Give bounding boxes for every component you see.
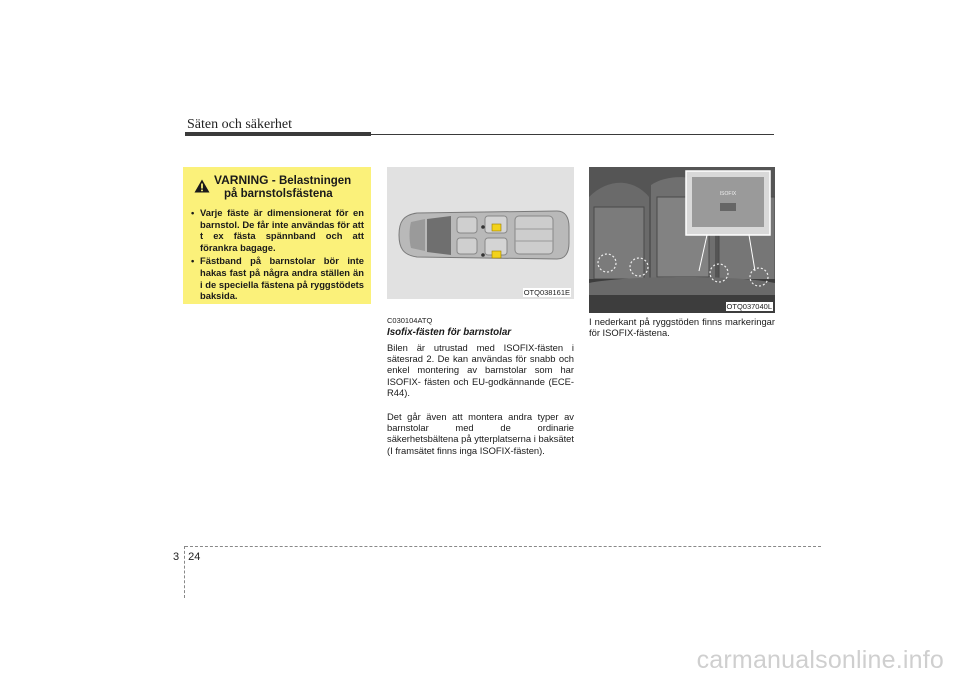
- header-rule-thin: [371, 134, 774, 135]
- footer-rule: [185, 546, 821, 547]
- car-top-view-illustration: [387, 167, 574, 299]
- watermark: carmanualsonline.info: [696, 646, 944, 674]
- warning-title: [214, 174, 351, 201]
- warning-list: [190, 207, 364, 302]
- figure-label: OTQ038161E: [523, 288, 570, 297]
- warning-triangle-icon: [194, 179, 210, 193]
- isofix-marker-text: ISOFIX: [719, 191, 737, 197]
- seat-photo-figure: [589, 167, 775, 313]
- warning-title-rest: Belastningen: [275, 175, 352, 187]
- chapter-number: 3: [173, 551, 180, 563]
- subheading: Isofix-fästen för barnstolar: [387, 327, 512, 338]
- warning-item: • Varje fäste är dimensionerat för en barnstol. De får inte användas för att t ex fästa spännband och att förankra bagage.: [190, 207, 364, 253]
- header-rule-thick: [185, 132, 371, 136]
- section-code: C030104ATQ: [387, 316, 433, 325]
- warning-box: [183, 167, 371, 304]
- figure-label: OTQ037040L: [726, 302, 772, 311]
- paragraph: Det går även att montera andra typer av barnstolar med de ordinarie säkerhetsbältena på ytterplatserna i baksätet (I framsätet finns inga ISOFIX-fästen).: [387, 411, 574, 456]
- page-number-value: 24: [188, 551, 201, 563]
- warning-item: • Fästband på barnstolar bör inte hakas fast på några andra ställen än i de speciella fästena på ryggstödets baksida.: [190, 255, 364, 301]
- page-number: [173, 551, 200, 563]
- warning-header: [190, 174, 364, 201]
- warning-title-line2: på barnstolsfästena: [224, 188, 333, 200]
- warning-title-prefix: VARNING -: [214, 173, 276, 187]
- section-title: Säten och säkerhet: [187, 117, 292, 132]
- seat-photo-illustration: [589, 167, 775, 313]
- car-top-view-figure: [387, 167, 574, 299]
- paragraph: Bilen är utrustad med ISOFIX-fästen i sätesrad 2. De kan användas för snabb och enkel montering av barnstolar som har ISOFIX- fästen och EU-godkännande (ECE-R44).: [387, 342, 574, 398]
- paragraph: I nederkant på ryggstöden finns markeringar för ISOFIX-fästena.: [589, 316, 775, 339]
